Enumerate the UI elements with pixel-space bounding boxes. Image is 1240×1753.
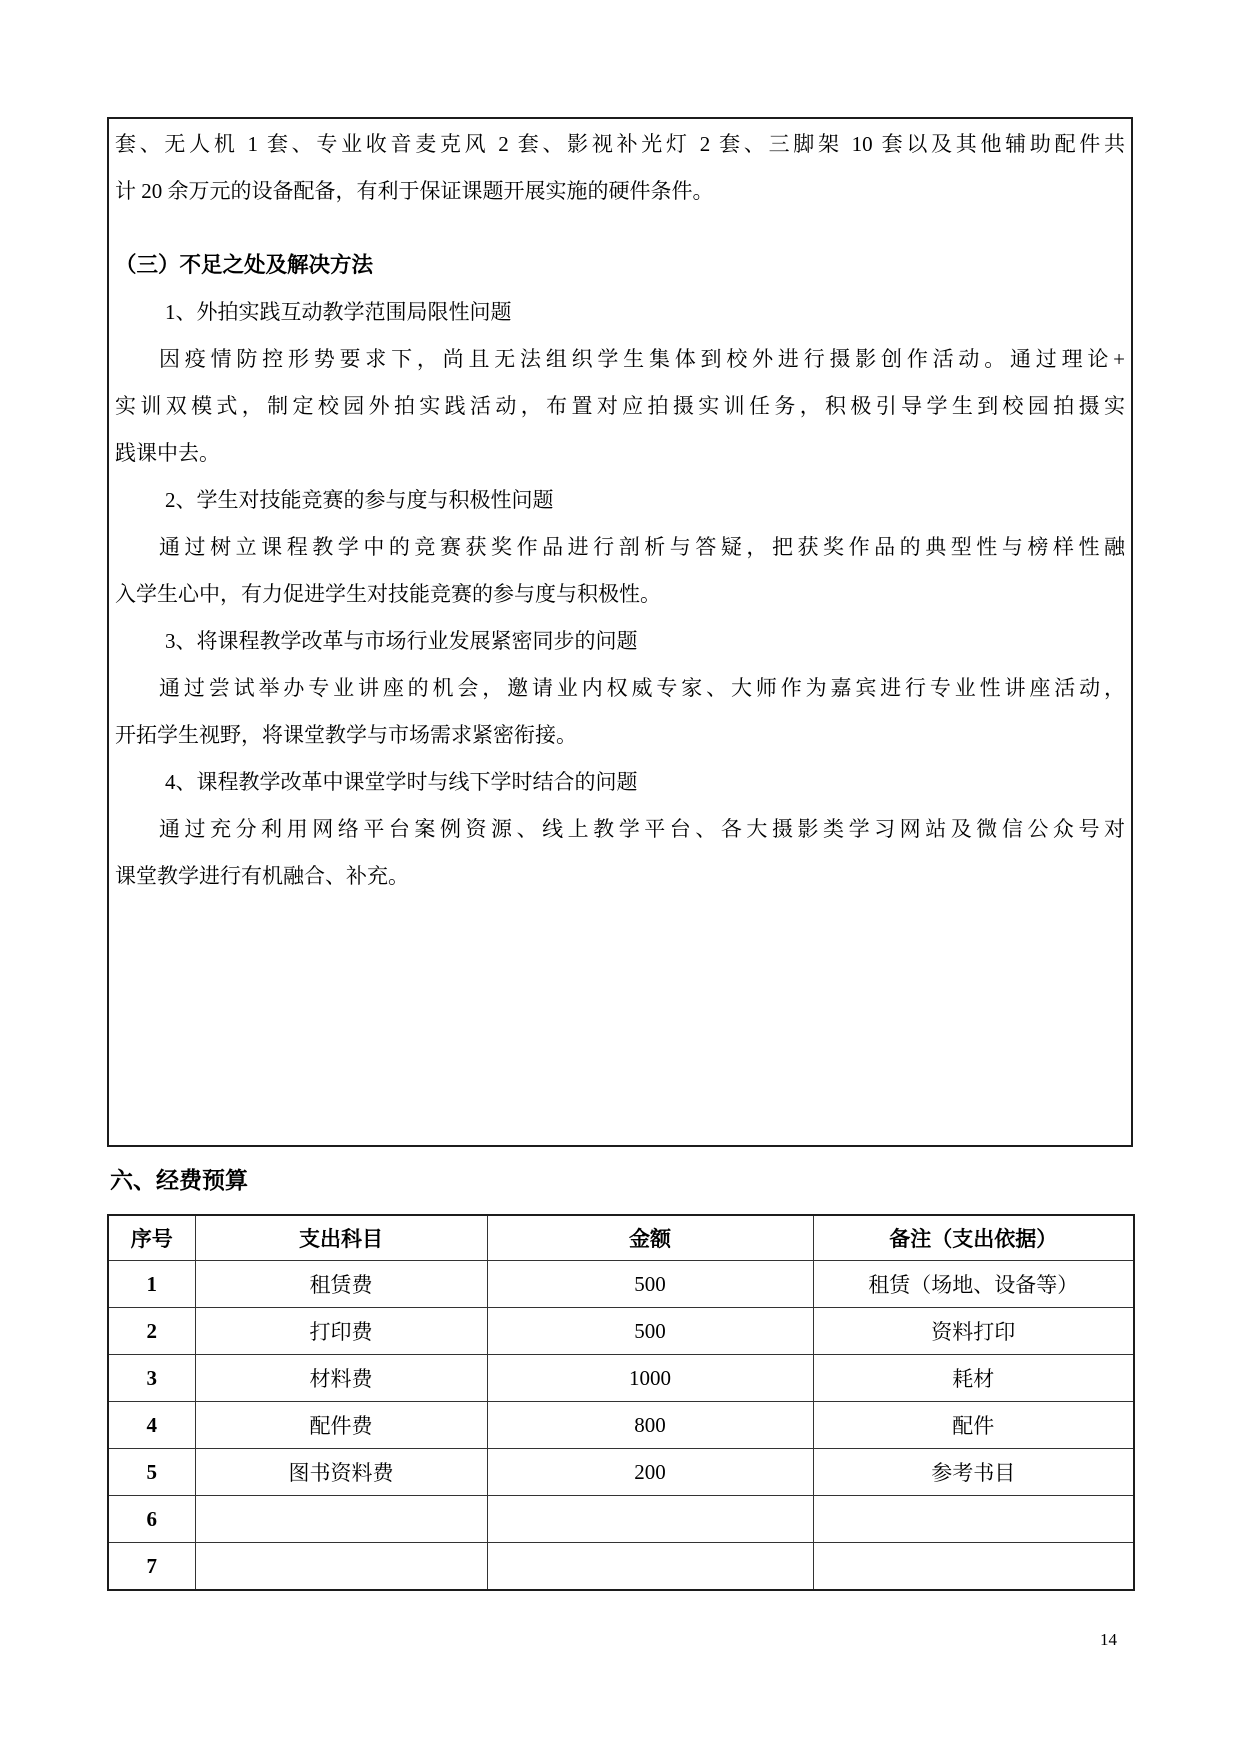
text-line: 3、将课程教学改革与市场行业发展紧密同步的问题 (165, 629, 638, 653)
text-line: 因疫情防控形势要求下，尚且无法组织学生集体到校外进行摄影创作活动。通过理论+ (159, 347, 1125, 371)
budget-table-header-row (108, 1215, 1134, 1261)
cell-seq: 4 (108, 1402, 195, 1449)
col-header: 支出科目 (195, 1215, 487, 1261)
cell-subject: 材料费 (195, 1355, 487, 1402)
text-line: 入学生心中，有力促进学生对技能竞赛的参与度与积极性。 (115, 582, 661, 606)
cell-note: 资料打印 (813, 1308, 1134, 1355)
cell-amount: 1000 (487, 1355, 813, 1402)
text-line: 计 20 余万元的设备配备，有利于保证课题开展实施的硬件条件。 (115, 179, 714, 203)
text-line: 实训双模式，制定校园外拍实践活动，布置对应拍摄实训任务，积极引导学生到校园拍摄实 (115, 394, 1125, 418)
cell-amount (487, 1496, 813, 1543)
cell-amount: 500 (487, 1261, 813, 1308)
cell-note (813, 1496, 1134, 1543)
col-header: 备注（支出依据） (813, 1215, 1134, 1261)
table-row (108, 1496, 1134, 1543)
section-heading-budget: 六、经费预算 (110, 1167, 248, 1193)
text-line: 4、课程教学改革中课堂学时与线下学时结合的问题 (165, 770, 638, 794)
cell-subject: 打印费 (195, 1308, 487, 1355)
col-header: 序号 (108, 1215, 195, 1261)
cell-seq: 6 (108, 1496, 195, 1543)
table-row (108, 1449, 1134, 1496)
cell-note: 配件 (813, 1402, 1134, 1449)
cell-note: 租赁（场地、设备等） (813, 1261, 1134, 1308)
text-line: 通过充分利用网络平台案例资源、线上教学平台、各大摄影类学习网站及微信公众号对 (159, 817, 1125, 841)
cell-amount: 500 (487, 1308, 813, 1355)
text-line: 2、学生对技能竞赛的参与度与积极性问题 (165, 488, 554, 512)
text-line: 通过树立课程教学中的竞赛获奖作品进行剖析与答疑，把获奖作品的典型性与榜样性融 (159, 535, 1125, 559)
cell-seq: 5 (108, 1449, 195, 1496)
cell-subject (195, 1543, 487, 1591)
cell-note: 耗材 (813, 1355, 1134, 1402)
text-line: 1、外拍实践互动教学范围局限性问题 (165, 300, 512, 324)
content-box (107, 117, 1133, 1147)
cell-note: 参考书目 (813, 1449, 1134, 1496)
cell-amount: 800 (487, 1402, 813, 1449)
cell-subject: 图书资料费 (195, 1449, 487, 1496)
table-row (108, 1308, 1134, 1355)
cell-subject (195, 1496, 487, 1543)
cell-subject: 配件费 (195, 1402, 487, 1449)
budget-table-body (108, 1261, 1134, 1591)
cell-seq: 3 (108, 1355, 195, 1402)
col-header: 金额 (487, 1215, 813, 1261)
text-line: 套、无人机 1 套、专业收音麦克风 2 套、影视补光灯 2 套、三脚架 10 套以及其他辅助配件共 (115, 132, 1125, 156)
table-row (108, 1402, 1134, 1449)
cell-amount (487, 1543, 813, 1591)
cell-seq: 1 (108, 1261, 195, 1308)
sub-section-heading: （三）不足之处及解决方法 (115, 253, 374, 277)
text-line: 开拓学生视野，将课堂教学与市场需求紧密衔接。 (115, 723, 577, 747)
table-row (108, 1355, 1134, 1402)
cell-amount: 200 (487, 1449, 813, 1496)
page-number: 14 (1100, 1630, 1117, 1649)
table-row (108, 1543, 1134, 1591)
cell-note (813, 1543, 1134, 1591)
table-row (108, 1261, 1134, 1308)
text-line: 通过尝试举办专业讲座的机会，邀请业内权威专家、大师作为嘉宾进行专业性讲座活动， (159, 676, 1125, 700)
cell-seq: 2 (108, 1308, 195, 1355)
text-line: 践课中去。 (115, 441, 220, 465)
cell-subject: 租赁费 (195, 1261, 487, 1308)
text-line: 课堂教学进行有机融合、补充。 (115, 864, 409, 888)
cell-seq: 7 (108, 1543, 195, 1591)
budget-table (107, 1214, 1135, 1591)
